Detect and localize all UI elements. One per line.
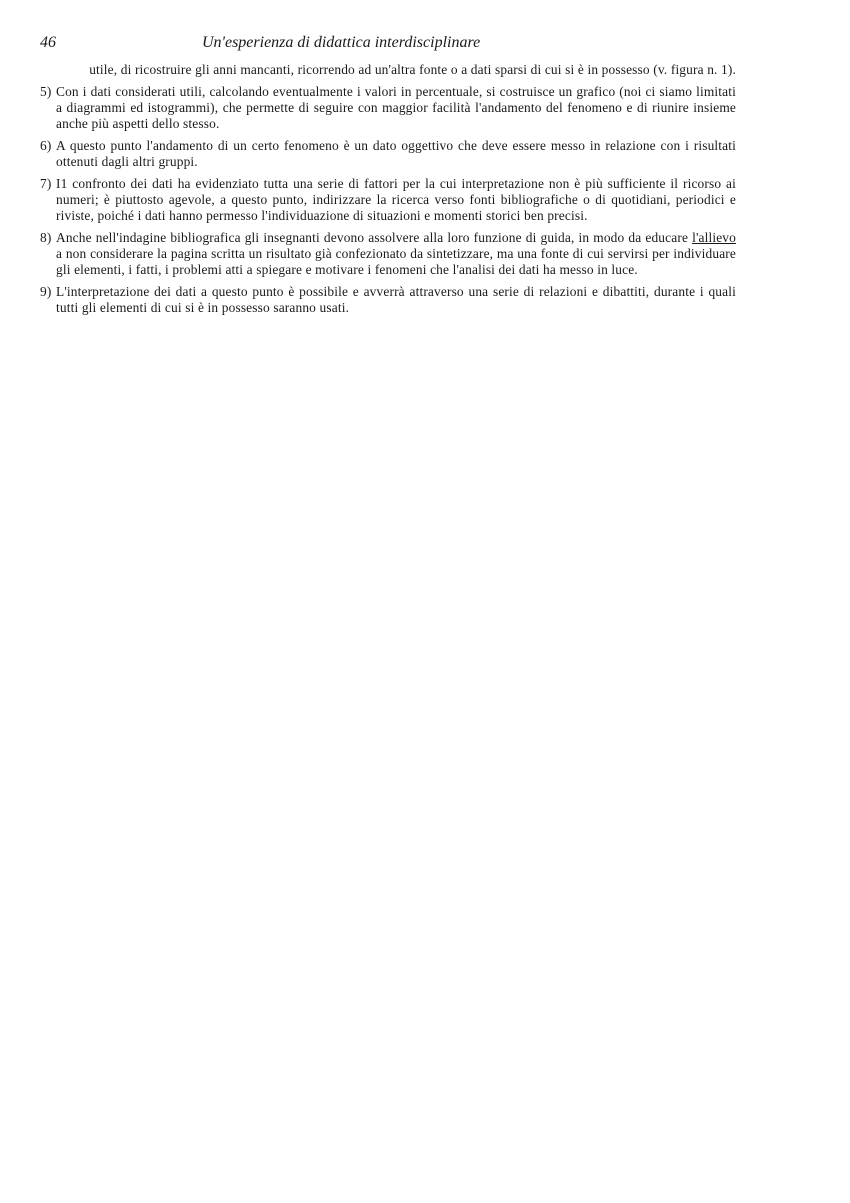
list-item-text: L'interpretazione dei dati a questo punto è possibile e avverrà attraverso una serie di relazioni e dibattiti, durante i quali tutti gli elementi di cui si è in possesso saranno usati. [56,284,736,315]
list-item-number: 9) [40,284,52,299]
list-item-7 [40,176,736,224]
list-item-number: 6) [40,138,52,153]
list-item-text [56,230,736,278]
page-number: 46 [40,34,56,51]
list-item-text: A questo punto l'andamento di un certo fenomeno è un dato oggettivo che deve essere messo in relazione con i risultati ottenuti dagli altri gruppi. [56,138,736,169]
body-text [40,62,736,316]
underlined-term: l'allievo [692,230,736,245]
page-header [40,34,740,56]
list-item-text: I1 confronto dei dati ha evidenziato tutta una serie di fattori per la cui interpretazione non è più sufficiente il ricorso ai numeri; è piuttosto agevole, a questo punto, indirizzare la ricerca verso fonti bibliografiche o di quotidiani, periodici e riviste, poiché i dati hanno permesso l'individuazione di situazioni e momenti storici ben precisi. [56,176,736,223]
list-item-9 [40,284,736,316]
list-item-5 [40,84,736,132]
running-title: Un'esperienza di didattica interdisciplinare [202,34,481,51]
list-item-number: 5) [40,84,52,99]
list-item-number: 8) [40,230,52,245]
list-item-6 [40,138,736,170]
list-item-text-after: a non considerare la pagina scritta un risultato già confezionato da sintetizzare, ma una fonte di cui servirsi per individuare gli elementi, i fatti, i problemi atti a spiegare e motivare i fenomeni che l'analisi dei dati ha messo in luce. [56,246,736,277]
list-item-text: Con i dati considerati utili, calcolando eventualmente i valori in percentuale, si costruisce un grafico (noi ci siamo limitati a diagrammi ed istogrammi), che permette di seguire con maggior facilità l'andamento del fenomeno e di riunire insieme anche più aspetti dello stesso. [56,84,736,131]
continuation-paragraph: utile, di ricostruire gli anni mancanti, ricorrendo ad un'altra fonte o a dati sparsi di cui si è in possesso (v. figura n. 1). [89,62,736,77]
list-item-8 [40,230,736,278]
list-item-text-before: Anche nell'indagine bibliografica gli insegnanti devono assolvere alla loro funzione di guida, in modo da educare [56,230,693,245]
list-item-number: 7) [40,176,52,191]
